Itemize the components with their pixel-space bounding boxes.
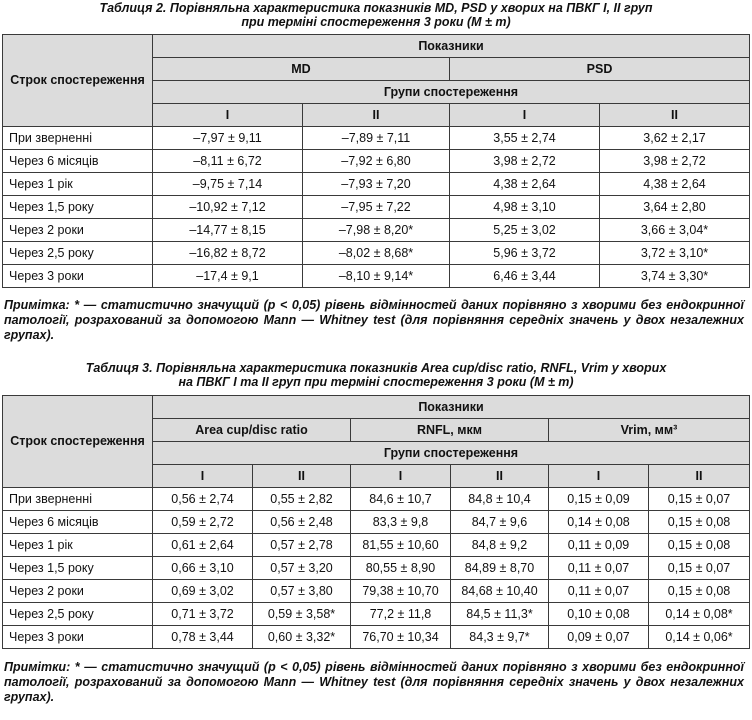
table2-caption [0,1,752,29]
table2-note: Примітка: * — статистично значущий (p < 0,05) рівень відмінностей даних порівняно з хворими без ендокринної патології, розрахований за допомогою Mann — Whitney test (для порівняння середніх значень у двох незалежних групах). [4,298,744,342]
table-row [3,127,750,150]
table-row [3,557,750,580]
table-cell: 0,78 ± 3,44 [153,626,253,649]
table-cell: 0,15 ± 0,08 [649,580,750,603]
table-cell: –7,95 ± 7,22 [303,196,450,219]
table-cell: –7,93 ± 7,20 [303,173,450,196]
table-cell: 3,64 ± 2,80 [600,196,750,219]
table-row [3,219,750,242]
table-cell: 0,59 ± 3,58* [253,603,351,626]
table-cell: 83,3 ± 9,8 [351,511,451,534]
table-cell: 4,38 ± 2,64 [600,173,750,196]
table3-group-col: I [153,465,253,488]
table-cell: 3,66 ± 3,04* [600,219,750,242]
table-cell: 0,15 ± 0,07 [649,557,750,580]
table-cell: 0,14 ± 0,06* [649,626,750,649]
table2-header-row-1 [3,35,750,58]
table-cell: 0,11 ± 0,09 [549,534,649,557]
table-cell: 5,96 ± 3,72 [450,242,600,265]
table2-caption-line2: при терміні спостереження 3 роки (M ± m) [241,15,511,29]
table-cell: –16,82 ± 8,72 [153,242,303,265]
table2-metric-md: MD [153,58,450,81]
table-cell: 3,74 ± 3,30* [600,265,750,288]
table3-header-row-1 [3,396,750,419]
table-cell: 4,98 ± 3,10 [450,196,600,219]
row-period: Через 6 місяців [3,150,153,173]
table-cell: 0,15 ± 0,08 [649,511,750,534]
table-cell: –9,75 ± 7,14 [153,173,303,196]
table-cell: 3,98 ± 2,72 [600,150,750,173]
table-row [3,511,750,534]
table-cell: 0,57 ± 3,20 [253,557,351,580]
row-period: При зверненні [3,488,153,511]
row-period: Через 1 рік [3,534,153,557]
table-row [3,150,750,173]
table-cell: –8,10 ± 9,14* [303,265,450,288]
table-cell: 0,14 ± 0,08* [649,603,750,626]
table2-indicators-header: Показники [153,35,750,58]
table-cell: 0,14 ± 0,08 [549,511,649,534]
table-cell: 0,55 ± 2,82 [253,488,351,511]
table-cell: 0,56 ± 2,74 [153,488,253,511]
table3-caption [0,361,752,389]
table-cell: 81,55 ± 10,60 [351,534,451,557]
table-cell: 0,09 ± 0,07 [549,626,649,649]
table-cell: 84,7 ± 9,6 [451,511,549,534]
row-period: Через 2,5 року [3,242,153,265]
table-cell: –14,77 ± 8,15 [153,219,303,242]
table-cell: –7,89 ± 7,11 [303,127,450,150]
table-cell: 0,60 ± 3,32* [253,626,351,649]
row-period: Через 1,5 року [3,557,153,580]
row-period: Через 1 рік [3,173,153,196]
table-cell: 0,59 ± 2,72 [153,511,253,534]
table-row [3,626,750,649]
table-cell: 76,70 ± 10,34 [351,626,451,649]
table2-group-col: II [303,104,450,127]
table-cell: –7,98 ± 8,20* [303,219,450,242]
table-cell: 5,25 ± 3,02 [450,219,600,242]
table-cell: 84,68 ± 10,40 [451,580,549,603]
table-cell: 0,15 ± 0,09 [549,488,649,511]
table-cell: 6,46 ± 3,44 [450,265,600,288]
row-period: Через 6 місяців [3,511,153,534]
table-cell: 84,6 ± 10,7 [351,488,451,511]
table3-caption-line2: на ПВКГ I та II груп при терміні спостереження 3 роки (M ± m) [178,375,574,389]
table-row [3,580,750,603]
table-row [3,603,750,626]
row-period: Через 1,5 року [3,196,153,219]
table-cell: 0,61 ± 2,64 [153,534,253,557]
row-period: Через 2 роки [3,580,153,603]
table3-caption-line1: Таблиця 3. Порівняльна характеристика показників Area cup/disc ratio, RNFL, Vrim у хворих [85,361,667,375]
table-cell: –8,02 ± 8,68* [303,242,450,265]
table-row [3,265,750,288]
table-cell: 0,15 ± 0,07 [649,488,750,511]
table-cell: 84,5 ± 11,3* [451,603,549,626]
table-cell: 77,2 ± 11,8 [351,603,451,626]
table3-metric-rnfl: RNFL, мкм [351,419,549,442]
table3-metric-vrim: Vrim, мм³ [549,419,750,442]
table-row [3,173,750,196]
table-cell: –8,11 ± 6,72 [153,150,303,173]
table3-group-col: II [649,465,750,488]
table-cell: 80,55 ± 8,90 [351,557,451,580]
row-period: Через 2 роки [3,219,153,242]
row-period: Через 3 роки [3,265,153,288]
table-cell: 84,8 ± 9,2 [451,534,549,557]
table2-metric-psd: PSD [450,58,750,81]
table2-group-col: I [450,104,600,127]
table-cell: 79,38 ± 10,70 [351,580,451,603]
table-cell: 3,72 ± 3,10* [600,242,750,265]
table2-caption-line1: Таблиця 2. Порівняльна характеристика показників MD, PSD у хворих на ПВКГ I, II груп [99,1,653,15]
table-cell: 0,11 ± 0,07 [549,557,649,580]
table-cell: –10,92 ± 7,12 [153,196,303,219]
table-cell: 0,15 ± 0,08 [649,534,750,557]
table-cell: 84,89 ± 8,70 [451,557,549,580]
table-cell: –7,97 ± 9,11 [153,127,303,150]
table-row [3,196,750,219]
table3-group-col: II [253,465,351,488]
table2 [2,34,750,288]
table-cell: 3,98 ± 2,72 [450,150,600,173]
table-cell: 0,56 ± 2,48 [253,511,351,534]
table-cell: 0,57 ± 2,78 [253,534,351,557]
row-period: Через 2,5 року [3,603,153,626]
table-cell: 0,71 ± 3,72 [153,603,253,626]
table-cell: –7,92 ± 6,80 [303,150,450,173]
table3 [2,395,750,649]
row-period: Через 3 роки [3,626,153,649]
table3-note: Примітки: * — статистично значущий (p < 0,05) рівень відмінностей даних порівняно з хворими без ендокринної патології, розрахований за допомогою Mann — Whitney test (для порівняння середніх значень у двох незалежних групах). [4,660,744,704]
table2-group-col: II [600,104,750,127]
table2-group-col: I [153,104,303,127]
table-cell: 0,57 ± 3,80 [253,580,351,603]
table-cell: 3,55 ± 2,74 [450,127,600,150]
table-cell: 84,8 ± 10,4 [451,488,549,511]
table3-metric-area-cup-disc: Area cup/disc ratio [153,419,351,442]
table3-group-col: I [549,465,649,488]
table-row [3,242,750,265]
table-cell: 0,69 ± 3,02 [153,580,253,603]
table2-groups-header: Групи спостереження [153,81,750,104]
row-period: При зверненні [3,127,153,150]
table3-group-col: II [451,465,549,488]
table2-period-header: Строк спостереження [3,35,153,127]
table-cell: –17,4 ± 9,1 [153,265,303,288]
table-cell: 0,10 ± 0,08 [549,603,649,626]
table-cell: 84,3 ± 9,7* [451,626,549,649]
table-row [3,534,750,557]
table-cell: 3,62 ± 2,17 [600,127,750,150]
table-cell: 0,11 ± 0,07 [549,580,649,603]
table3-indicators-header: Показники [153,396,750,419]
table3-groups-header: Групи спостереження [153,442,750,465]
table-cell: 4,38 ± 2,64 [450,173,600,196]
table-cell: 0,66 ± 3,10 [153,557,253,580]
table3-group-col: I [351,465,451,488]
table3-period-header: Строк спостереження [3,396,153,488]
table-row [3,488,750,511]
